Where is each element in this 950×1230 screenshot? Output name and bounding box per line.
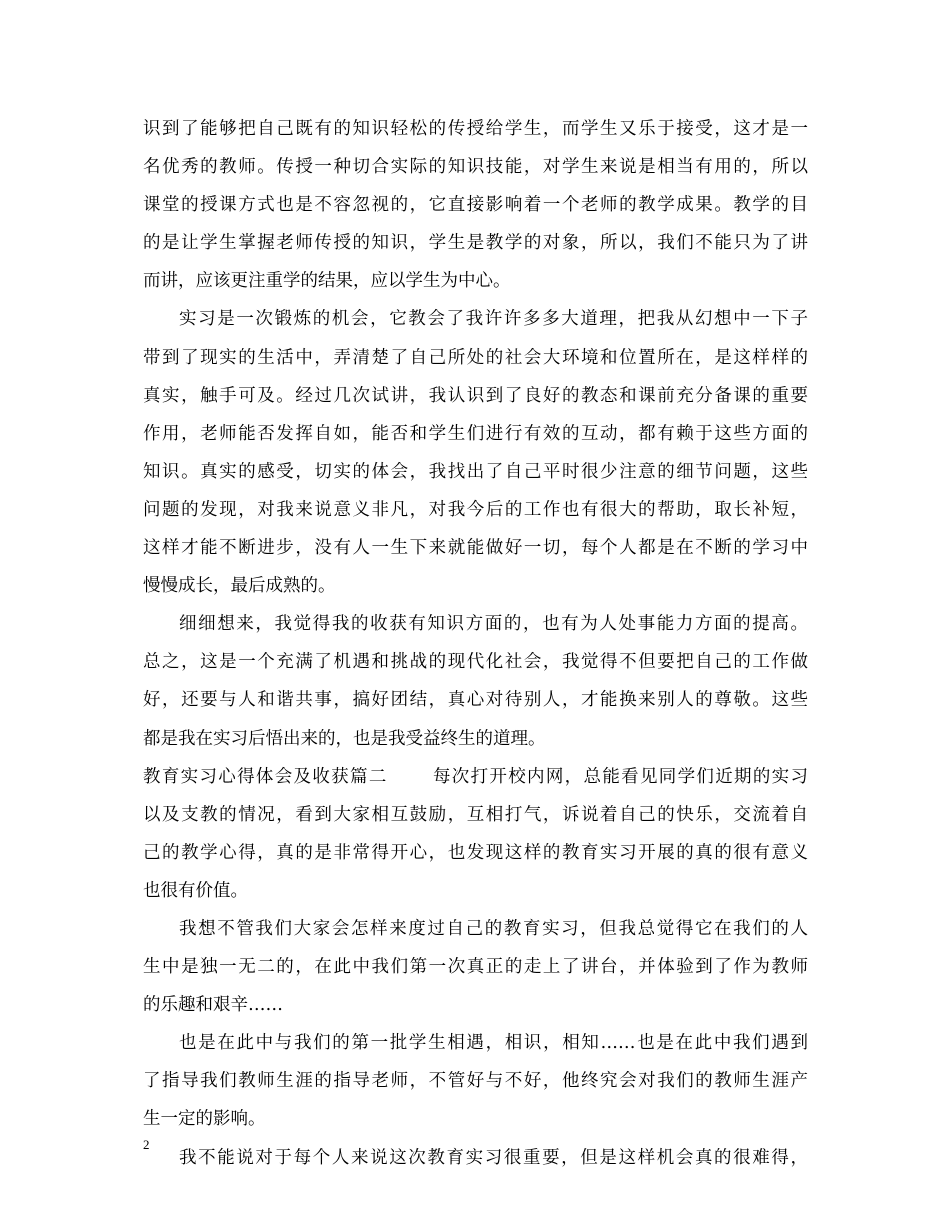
text-line: 生中是独一无二的，在此中我们第一次真正的走上了讲台，并体验到了作为教师 — [143, 957, 808, 978]
paragraph-5 — [143, 910, 808, 1024]
text-span: 每次打开校内网，总能看见同学们近期的实习 — [431, 766, 808, 787]
heading-line — [143, 758, 808, 796]
text-line: 都是我在实习后悟出来的，也是我受益终生的道理。 — [143, 728, 546, 749]
paragraph-2 — [143, 300, 808, 605]
text-line: 的是让学生掌握老师传授的知识，学生是教学的对象，所以，我们不能只为了讲 — [143, 233, 808, 254]
text-line: 而讲，应该更注重学的结果，应以学生为中心。 — [143, 271, 511, 292]
text-line: 我想不管我们大家会怎样来度过自己的教育实习，但我总觉得它在我们的人 — [179, 918, 808, 939]
text-line: 以及支教的情况，看到大家相互鼓励，互相打气，诉说着自己的快乐，交流着自 — [143, 804, 808, 825]
paragraph-3 — [143, 605, 808, 757]
page-number: 2 — [143, 1137, 150, 1152]
text-line: 作用，老师能否发挥自如，能否和学生们进行有效的互动，都有赖于这些方面的 — [143, 423, 808, 444]
text-line: 总之，这是一个充满了机遇和挑战的现代化社会，我觉得不但要把自己的工作做 — [143, 652, 808, 673]
text-line: 真实，触手可及。经过几次试讲，我认识到了良好的教态和课前充分备课的重要 — [143, 385, 808, 406]
text-line: 己的教学心得，真的是非常得开心，也发现这样的教育实习开展的真的很有意义 — [143, 842, 808, 863]
paragraph-1 — [143, 110, 808, 300]
paragraph-4 — [143, 758, 808, 910]
text-line: 细细想来，我觉得我的收获有知识方面的，也有为人处事能力方面的提高。 — [179, 614, 808, 635]
text-line: 也是在此中与我们的第一批学生相遇，相识，相知……也是在此中我们遇到 — [179, 1033, 808, 1054]
text-line: 带到了现实的生活中，弄清楚了自己所处的社会大环境和位置所在，是这样样的 — [143, 347, 808, 368]
document-body — [143, 110, 808, 1177]
text-line: 识到了能够把自己既有的知识轻松的传授给学生，而学生又乐于接受，这才是一 — [143, 119, 808, 139]
paragraph-6 — [143, 1024, 808, 1138]
text-line: 的乐趣和艰辛…… — [143, 995, 283, 1016]
text-line: 生一定的影响。 — [143, 1109, 266, 1130]
text-line: 知识。真实的感受，切实的体会，我找出了自己平时很少注意的细节问题，这些 — [143, 461, 808, 482]
text-line: 也很有价值。 — [143, 880, 248, 901]
paragraph-7 — [143, 1139, 808, 1177]
text-line: 好，还要与人和谐共事，搞好团结，真心对待别人，才能换来别人的尊敬。这些 — [143, 690, 808, 711]
text-line: 问题的发现，对我来说意义非凡，对我今后的工作也有很大的帮助，取长补短， — [143, 499, 808, 520]
text-line: 这样才能不断进步，没有人一生下来就能做好一切，每个人都是在不断的学习中 — [143, 538, 808, 559]
text-line: 慢慢成长，最后成熟的。 — [143, 576, 336, 597]
text-line: 实习是一次锻炼的机会，它教会了我许许多多大道理，把我从幻想中一下子 — [179, 309, 808, 330]
text-line: 了指导我们教师生涯的指导老师，不管好与不好，他终究会对我们的教师生涯产 — [143, 1071, 808, 1092]
text-line: 我不能说对于每个人来说这次教育实习很重要，但是这样机会真的很难得， — [179, 1147, 808, 1168]
text-line: 课堂的授课方式也是不容忽视的，它直接影响着一个老师的教学成果。教学的目 — [143, 195, 808, 216]
section-heading: 教育实习心得体会及收获篇二 — [143, 766, 388, 787]
text-line: 名优秀的教师。传授一种切合实际的知识技能，对学生来说是相当有用的，所以 — [143, 157, 808, 178]
